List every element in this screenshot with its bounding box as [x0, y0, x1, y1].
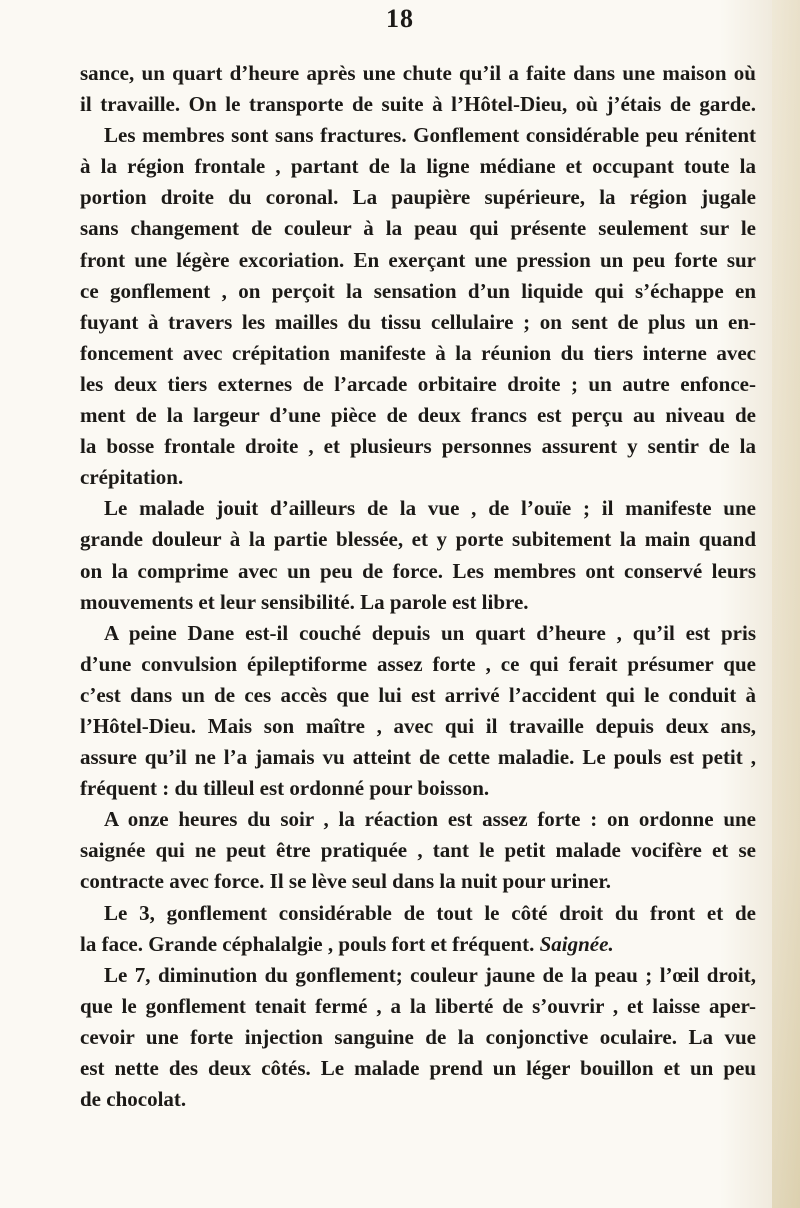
text-line: [80, 1084, 756, 1115]
text-line-content: fréquent : du tilleul est ordonné pour boisson.: [80, 776, 490, 801]
text-line-content: l’Hôtel-Dieu. Mais son maître , avec qui il travaille depuis deux ans,: [80, 713, 756, 738]
text-line-content: à la région frontale , partant de la ligne médiane et occupant toute la: [80, 154, 756, 179]
text-line-content: ment de la largeur d’une pièce de deux francs est perçu au niveau de: [80, 403, 756, 428]
text-line: [80, 556, 756, 587]
text-line: [80, 58, 756, 89]
text-line-content: de chocolat.: [80, 1087, 187, 1112]
text-line: [80, 431, 756, 462]
text-line: [80, 276, 756, 307]
text-line-content: Le 7, diminution du gonflement; couleur jaune de la peau ; l’œil droit,: [104, 962, 756, 987]
text-line: [80, 991, 756, 1022]
text-line-content: fuyant à travers les mailles du tissu cellulaire ; on sent de plus un en-: [80, 309, 756, 334]
text-line: [80, 1022, 756, 1053]
text-line: [80, 89, 756, 120]
text-line-content: la face. Grande céphalalgie , pouls fort et fréquent.: [80, 931, 535, 956]
text-line-content: front une légère excoriation. En exerçant une pression un peu forte sur: [80, 247, 756, 272]
text-line-content: Le malade jouit d’ailleurs de la vue , de l’ouïe ; il manifeste une: [104, 496, 756, 521]
italic-prescription: Saignée.: [539, 931, 614, 956]
text-line: [80, 866, 756, 897]
text-line: [80, 618, 756, 649]
text-line: [80, 649, 756, 680]
text-line-content: A peine Dane est-il couché depuis un quart d’heure , qu’il est pris: [104, 620, 756, 645]
text-line-content: on la comprime avec un peu de force. Les membres ont conservé leurs: [80, 558, 756, 583]
body-text: [80, 58, 756, 1115]
text-line: [80, 493, 756, 524]
text-line-content: A onze heures du soir , la réaction est assez forte : on ordonne une: [104, 807, 756, 832]
text-line-content: cevoir une forte injection sanguine de la conjonctive oculaire. La vue: [80, 1024, 756, 1049]
text-line: [80, 369, 756, 400]
text-line: [80, 898, 756, 929]
text-line-content: contracte avec force. Il se lève seul dans la nuit pour uriner.: [80, 869, 611, 894]
text-line: [80, 835, 756, 866]
text-line: [80, 960, 756, 991]
text-line-content: foncement avec crépitation manifeste à la réunion du tiers interne avec: [80, 340, 756, 365]
text-line: [80, 711, 756, 742]
text-line: [80, 680, 756, 711]
text-line-content: assure qu’il ne l’a jamais vu atteint de cette maladie. Le pouls est petit ,: [80, 745, 756, 770]
text-line-content: mouvements et leur sensibilité. La parole est libre.: [80, 589, 529, 614]
text-line: [80, 307, 756, 338]
text-line-content: sans changement de couleur à la peau qui présente seulement sur le: [80, 216, 756, 241]
text-line: [80, 182, 756, 213]
text-line: [80, 151, 756, 182]
text-line-content: sance, un quart d’heure après une chute qu’il a faite dans une maison où: [80, 61, 756, 85]
text-line-content: que le gonflement tenait fermé , a la liberté de s’ouvrir , et laisse aper-: [80, 993, 756, 1018]
text-line: [80, 804, 756, 835]
text-line-content: il travaille. On le transporte de suite à l’Hôtel-Dieu, où j’étais de garde.: [80, 92, 756, 117]
text-line: [80, 742, 756, 773]
text-line-content: les deux tiers externes de l’arcade orbitaire droite ; un autre enfonce-: [80, 371, 756, 396]
text-line-content: Les membres sont sans fractures. Gonflement considérable peu rénitent: [104, 123, 756, 148]
text-line: [80, 245, 756, 276]
text-line-content: la bosse frontale droite , et plusieurs personnes assurent y sentir de la: [80, 434, 756, 459]
text-line: [80, 213, 756, 244]
text-line: [80, 929, 756, 960]
text-line: [80, 120, 756, 151]
text-line-content: portion droite du coronal. La paupière supérieure, la région jugale: [80, 185, 756, 210]
text-line: [80, 773, 756, 804]
text-line-content: c’est dans un de ces accès que lui est arrivé l’accident qui le conduit à: [80, 682, 756, 707]
page-number: 18: [386, 4, 414, 33]
text-line: [80, 1053, 756, 1084]
text-line: [80, 338, 756, 369]
text-line-content: saignée qui ne peut être pratiquée , tant le petit malade vocifère et se: [80, 838, 756, 863]
text-line: [80, 400, 756, 431]
text-line: [80, 462, 756, 493]
text-line-content: ce gonflement , on perçoit la sensation d’un liquide qui s’échappe en: [80, 278, 756, 303]
page-edge-stain: [772, 0, 800, 1208]
text-line-content: grande douleur à la partie blessée, et y porte subitement la main quand: [80, 527, 756, 552]
text-line-content: est nette des deux côtés. Le malade prend un léger bouillon et un peu: [80, 1056, 756, 1080]
text-line-content: crépitation.: [80, 465, 184, 490]
text-line: [80, 587, 756, 618]
text-line-content: Le 3, gonflement considérable de tout le côté droit du front et de: [104, 900, 756, 925]
text-line-content: d’une convulsion épileptiforme assez forte , ce qui ferait présumer que: [80, 651, 756, 676]
text-line: [80, 524, 756, 555]
